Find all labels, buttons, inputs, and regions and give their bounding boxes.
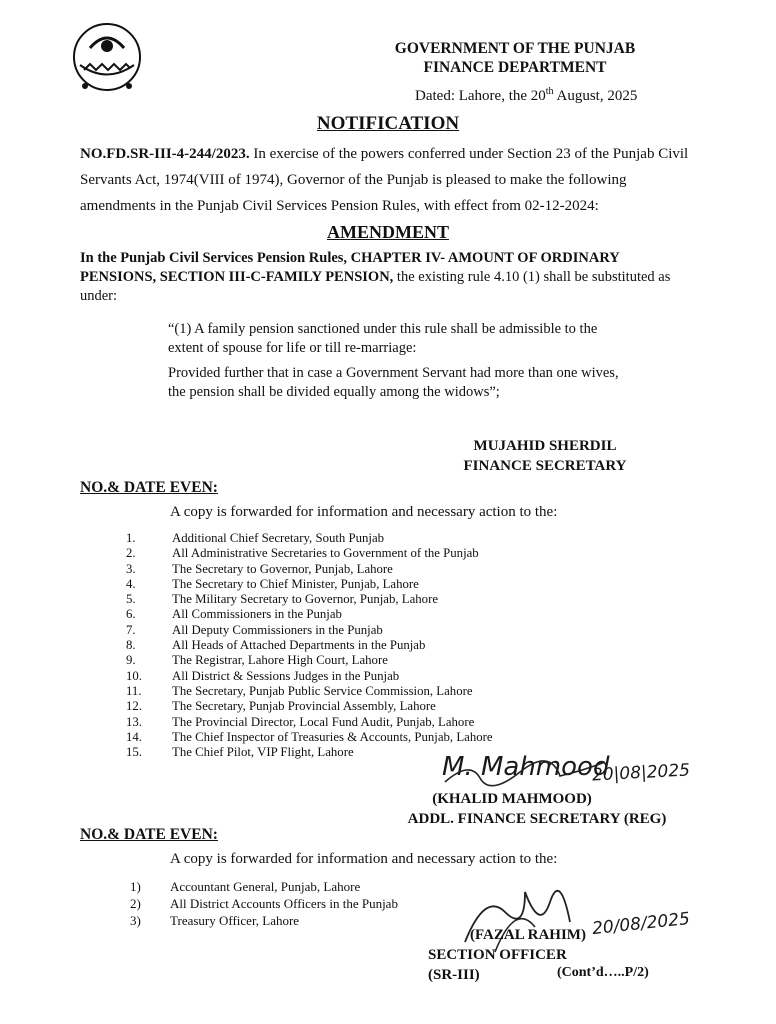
endorsement-1-intro: A copy is forwarded for information and necessary action to the: <box>170 504 558 520</box>
list-item: 10. All District & Sessions Judges in the Punjab <box>126 668 400 683</box>
list-item: 3. The Secretary to Governor, Punjab, Lahore <box>126 561 393 576</box>
list-item: 14. The Chief Inspector of Treasuries & Accounts, Punjab, Lahore <box>126 729 493 744</box>
endorsement-1-list <box>110 531 530 760</box>
notification-number: NO.FD.SR-III-4-244/2023. <box>80 146 250 162</box>
header-government: GOVERNMENT OF THE PUNJAB <box>394 40 636 57</box>
list-item: 11. The Secretary, Punjab Public Service Commission, Lahore <box>126 683 473 698</box>
signature-date-2: 20/08/2025 <box>591 908 691 940</box>
list-item: 13. The Provincial Director, Local Fund Audit, Punjab, Lahore <box>126 714 475 729</box>
amendment-quote-2: Provided further that in case a Government Servant had more than one wives, the pension shall be divided equally among the widows”; <box>168 365 619 400</box>
signatory-1-designation: FINANCE SECRETARY <box>463 458 627 474</box>
signature-khalid-mahmood: M. Mahmood <box>442 752 610 782</box>
amendment-title: AMENDMENT <box>327 222 449 242</box>
continued-note: (Cont’d…..P/2) <box>557 965 649 980</box>
signatory-addl-finance-secretary <box>392 789 682 829</box>
notification-preamble-text: In exercise of the powers conferred under Section 23 of the Punjab Civil Servants Act, 1974(VIII of 1974), Governor of the Punjab is pleased to make the following amendments in the Punjab Civil Services Pension Rules, with effect from 02-12-2024: <box>80 146 689 214</box>
list-item: 3) Treasury Officer, Lahore <box>130 913 300 928</box>
list-item: 5. The Military Secretary to Governor, Punjab, Lahore <box>126 592 439 607</box>
amendment-intro <box>80 249 692 306</box>
list-item: 7. All Deputy Commissioners in the Punjab <box>126 622 383 637</box>
endorsement-2-list <box>130 878 490 929</box>
list-item: 2) All District Accounts Officers in the Punjab <box>130 896 398 911</box>
notification-title: NOTIFICATION <box>316 113 460 134</box>
signature-stroke-1 <box>440 750 610 790</box>
signature-date-1: 20|08|2025 <box>591 760 691 786</box>
list-item: 6. All Commissioners in the Punjab <box>126 607 342 622</box>
list-item: 1. Additional Chief Secretary, South Punjab <box>126 531 385 545</box>
amendment-quote-1: “(1) A family pension sanctioned under this rule shall be admissible to the extent of spouse for life or till re-marriage: <box>168 321 598 356</box>
signatory-2-name: (KHALID MAHMOOD) <box>432 791 592 807</box>
signatory-3-designation: SECTION OFFICER (SR-III) <box>428 947 567 983</box>
endorsement-2-intro: A copy is forwarded for information and necessary action to the: <box>170 851 558 867</box>
punjab-government-emblem <box>68 18 146 96</box>
dated-line: Dated: Lahore, the 20th August, 2025 <box>415 86 638 104</box>
amendment-intro-rest: the existing rule 4.10 (1) shall be substituted as under: <box>80 269 671 304</box>
endorsement-2-heading: NO.& DATE EVEN: <box>80 826 218 843</box>
endorsement-1-heading: NO.& DATE EVEN: <box>80 479 218 496</box>
notification-preamble <box>80 141 698 219</box>
list-item: 15. The Chief Pilot, VIP Flight, Lahore <box>126 745 354 760</box>
list-item: 8. All Heads of Attached Departments in the Punjab <box>126 638 426 653</box>
list-item: 4. The Secretary to Chief Minister, Punjab, Lahore <box>126 576 419 591</box>
list-item: 12. The Secretary, Punjab Provincial Assembly, Lahore <box>126 699 436 714</box>
amendment-intro-bold: In the Punjab Civil Services Pension Rules, CHAPTER IV- AMOUNT OF ORDINARY PENSIONS, SECTION III-C-FAMILY PENSION, <box>80 250 620 285</box>
signatory-3-name: (FAZAL RAHIM) <box>470 927 586 943</box>
list-item: 2. All Administrative Secretaries to Government of the Punjab <box>126 546 479 561</box>
signatory-2-designation: ADDL. FINANCE SECRETARY (REG) <box>407 811 667 827</box>
signatory-finance-secretary <box>440 436 650 476</box>
list-item: 9. The Registrar, Lahore High Court, Lahore <box>126 653 388 668</box>
signatory-1-name: MUJAHID SHERDIL <box>473 438 617 454</box>
header-department: FINANCE DEPARTMENT <box>423 59 607 76</box>
list-item: 1) Accountant General, Punjab, Lahore <box>130 879 361 894</box>
